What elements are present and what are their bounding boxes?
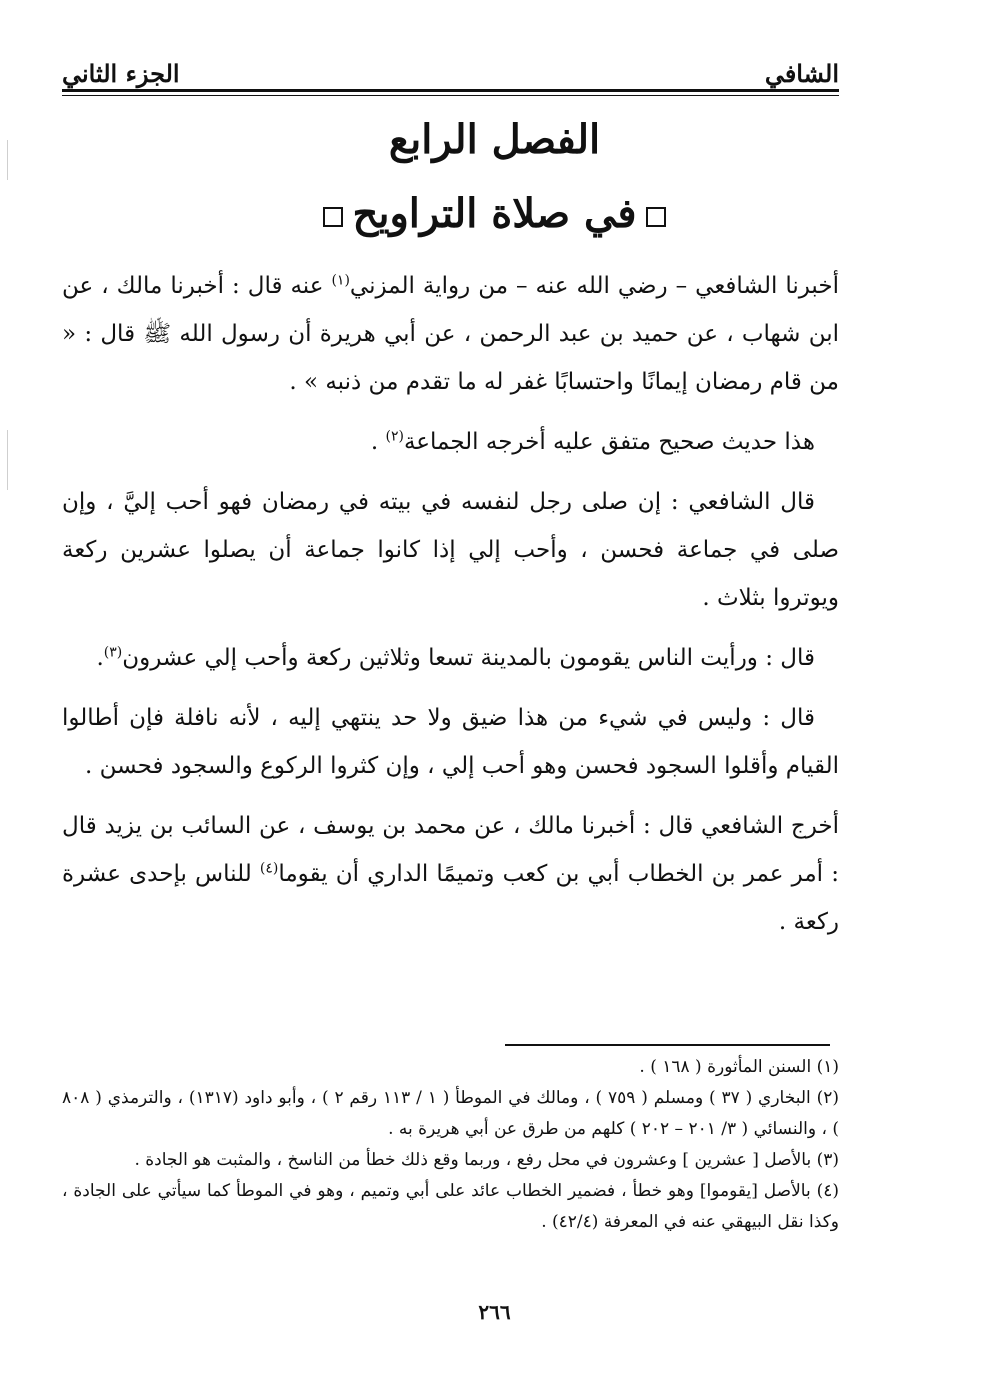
main-text xyxy=(62,262,839,958)
paragraph-text: . xyxy=(370,429,386,455)
footnote: (٢) البخاري ( ٣٧ ) ومسلم ( ٧٥٩ ) ، ومالك في الموطأ ( ١ / ١١٣ رقم ٢ ) ، وأبو داود (١٣١٧) ، والترمذي ( ٨٠٨ ) ، والنسائي ( ٣/ ٢٠١ – ٢٠٢ ) كلهم من طرق عن أبي هريرة به . xyxy=(62,1088,839,1139)
page-number: ٢٦٦ xyxy=(478,1300,511,1324)
chapter-title: الفصل الرابع xyxy=(388,116,601,163)
paragraph-text: أخرج الشافعي قال : أخبرنا مالك ، عن محمد بن يوسف ، عن السائب بن يزيد قال : أمر عمر بن الخطاب أبي بن كعب وتميمًا الداري أن يقوما xyxy=(62,813,839,887)
paragraph-text: أخبرنا الشافعي – رضي الله عنه – من رواية المزني xyxy=(349,273,839,299)
header-rule-thick xyxy=(62,89,839,92)
footnote: (١) السنن المأثورة ( ١٦٨ ) . xyxy=(639,1057,839,1077)
paragraph-text: للناس بإحدى عشرة ركعة . xyxy=(62,861,839,935)
paragraph-text: قال الشافعي : إن صلى رجل لنفسه في بيته في رمضان فهو أحب إليَّ ، وإن صلى في جماعة فحسن ، وأحب إلي إذا كانوا جماعة أن يصلوا عشرين ركعة ويوتروا بثلاث . xyxy=(62,489,840,611)
square-ornament-icon xyxy=(646,207,666,227)
paragraph-text: . xyxy=(96,645,104,671)
paragraph xyxy=(62,694,839,790)
header-volume: الجزء الثاني xyxy=(62,59,180,88)
paragraph xyxy=(62,634,839,682)
paragraph xyxy=(62,478,839,622)
footnote-separator xyxy=(505,1044,830,1046)
paragraph xyxy=(62,262,839,406)
footnote: (٣) بالأصل [ عشرين ] وعشرون في محل رفع ، وربما وقع ذلك خطأ من الناسخ ، والمثبت هو الجادة . xyxy=(134,1150,839,1170)
section-title: في صلاة التراويح xyxy=(352,190,637,237)
paragraph xyxy=(62,802,839,946)
scan-edge-mark xyxy=(7,140,8,180)
footnote-ref: (١) xyxy=(331,272,350,289)
paragraph-text: قال : وليس في شيء من هذا ضيق ولا حد ينتهي إليه ، لأنه نافلة فإن أطالوا القيام وأقلوا السجود فحسن وهو أحب إلي ، وإن كثروا الركوع والسجود فحسن . xyxy=(62,705,839,779)
footnote-ref: (٢) xyxy=(385,428,404,445)
paragraph-text: قال : ورأيت الناس يقومون بالمدينة تسعا وثلاثين ركعة وأحب إلي عشرون xyxy=(122,645,815,671)
paragraph-text: عنه قال : أخبرنا مالك ، عن ابن شهاب ، عن حميد بن عبد الرحمن ، عن أبي هريرة أن رسول الله ﷺ قال : « من قام رمضان إيمانًا واحتسابًا غفر له ما تقدم من ذنبه » . xyxy=(62,273,839,395)
footnote-ref: (٤) xyxy=(259,860,279,877)
paragraph-text: هذا حديث صحيح متفق عليه أخرجه الجماعة xyxy=(403,429,815,455)
scan-edge-mark xyxy=(7,430,8,490)
paragraph xyxy=(62,418,839,466)
footnote: (٤) بالأصل [يقوموا] وهو خطأ ، فضمير الخطاب عائد على أبي وتميم ، وهو في الموطأ كما سيأتي على الجادة ، وكذا نقل البيهقي عنه في المعرفة (٤٢/٤) . xyxy=(62,1181,839,1232)
running-header xyxy=(62,40,839,88)
footnote-ref: (٣) xyxy=(103,644,123,661)
header-book-title: الشافي xyxy=(764,59,839,88)
section-title-row xyxy=(150,184,839,244)
square-ornament-icon xyxy=(323,207,343,227)
header-rule-thin xyxy=(62,95,839,96)
footnotes xyxy=(62,1052,839,1238)
